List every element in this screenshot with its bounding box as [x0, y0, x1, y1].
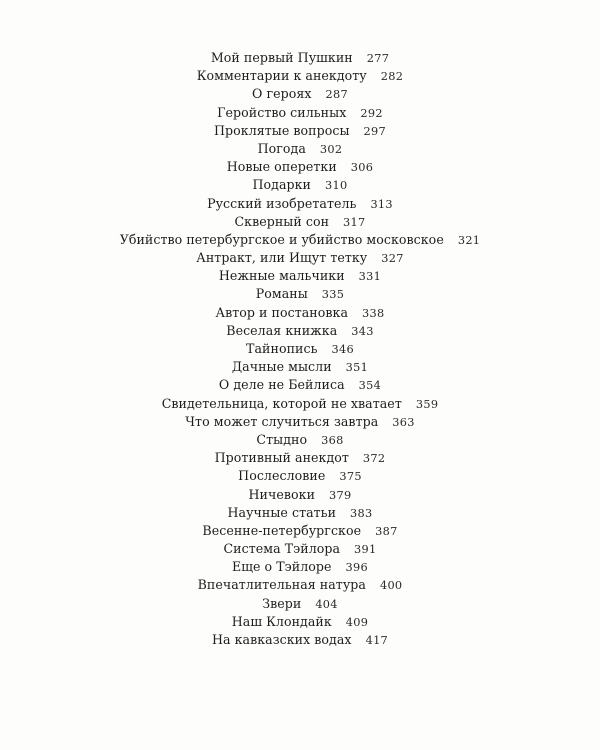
- toc-entry: [0, 249, 600, 267]
- toc-entry: [0, 195, 600, 213]
- toc-entry-page-number: 331: [358, 270, 382, 284]
- toc-entry: [0, 104, 600, 122]
- toc-entry-title: Противный анекдот: [214, 450, 349, 466]
- toc-entry-page-number: 383: [350, 506, 373, 520]
- toc-entry-page-number: 404: [315, 597, 338, 611]
- toc-entry-title: Послесловие: [238, 468, 326, 484]
- toc-entry: [0, 613, 600, 631]
- toc-entry-page-number: 335: [321, 288, 345, 302]
- toc-entry-page-number: 317: [343, 215, 366, 229]
- toc-entry-title: Звери: [262, 595, 302, 611]
- toc-entry: [0, 431, 600, 449]
- toc-entry-page-number: 368: [321, 433, 344, 447]
- toc-entry: [0, 49, 600, 67]
- toc-entry-title: Автор и постановка: [215, 304, 349, 320]
- toc-entry-page-number: 297: [363, 124, 386, 138]
- toc-entry-title: О героях: [252, 86, 312, 102]
- toc-entry: [0, 340, 600, 358]
- toc-entry-title: Наш Клондайк: [231, 613, 332, 629]
- toc-entry-page-number: 313: [370, 197, 393, 211]
- toc-entry-page-number: 409: [345, 615, 369, 629]
- toc-entry-title: О деле не Бейлиса: [218, 377, 345, 393]
- toc-entry-title: Русский изобретатель: [207, 195, 357, 211]
- toc-entry: [0, 67, 600, 85]
- toc-entry-title: Нежные мальчики: [218, 268, 345, 284]
- toc-entry: [0, 595, 600, 613]
- toc-entry-title: Новые оперетки: [226, 159, 337, 175]
- toc-entry-title: На кавказских водах: [211, 632, 352, 647]
- toc-entry-title: Ничевоки: [248, 486, 316, 502]
- toc-entry-page-number: 379: [329, 488, 352, 502]
- toc-entry-page-number: 417: [365, 634, 389, 647]
- toc-entry-title: Антракт, или Ищут тетку: [196, 250, 368, 266]
- toc-entry-page-number: 396: [345, 561, 368, 575]
- toc-entry-page-number: 287: [325, 88, 348, 102]
- toc-entry-page-number: 306: [350, 161, 374, 175]
- toc-entry: [0, 449, 600, 467]
- toc-entry-title: Убийство петербургское и убийство московское: [119, 231, 444, 247]
- toc-entry-title: Дачные мысли: [231, 359, 332, 375]
- toc-entry-page-number: 387: [375, 524, 398, 538]
- toc-entry-page-number: 302: [319, 142, 343, 156]
- toc-entry-title: Погода: [257, 140, 306, 156]
- toc-entry: [0, 322, 600, 340]
- toc-entry-page-number: 346: [331, 343, 354, 356]
- toc-entry-title: Комментарии к анекдоту: [196, 68, 367, 84]
- toc-entry-page-number: 277: [366, 52, 390, 65]
- toc-entry-title: Проклятые вопросы: [214, 122, 350, 138]
- toc-entry: [0, 558, 600, 576]
- toc-entry: [0, 122, 600, 140]
- table-of-contents: [0, 49, 600, 649]
- toc-entry: [0, 85, 600, 103]
- toc-entry-title: Научные статьи: [227, 504, 337, 520]
- toc-entry-page-number: 391: [354, 543, 377, 557]
- toc-entry-page-number: 310: [325, 179, 348, 193]
- toc-entry: [0, 631, 600, 649]
- toc-entry-page-number: 354: [358, 379, 382, 393]
- toc-entry-title: Еще о Тэйлоре: [231, 559, 332, 575]
- toc-entry: [0, 504, 600, 522]
- toc-entry-title: Свидетельница, которой не хватает: [161, 395, 402, 411]
- toc-entry: [0, 522, 600, 540]
- toc-entry: [0, 304, 600, 322]
- toc-entry-page-number: 321: [457, 233, 481, 247]
- toc-entry-page-number: 363: [392, 415, 415, 429]
- toc-entry: [0, 486, 600, 504]
- toc-entry-title: Впечатлительная натура: [197, 577, 366, 593]
- toc-entry-title: Скверный сон: [234, 213, 330, 229]
- toc-entry-title: Романы: [255, 286, 308, 302]
- toc-entry-title: Система Тэйлора: [223, 541, 341, 557]
- toc-entry-page-number: 372: [362, 452, 386, 466]
- toc-entry: [0, 285, 600, 303]
- toc-entry-page-number: 359: [415, 397, 439, 411]
- toc-entry: [0, 231, 600, 249]
- toc-entry-page-number: 282: [380, 70, 404, 84]
- toc-entry: [0, 376, 600, 394]
- toc-entry-title: Мой первый Пушкин: [210, 50, 353, 65]
- toc-entry: [0, 540, 600, 558]
- toc-entry-page-number: 351: [345, 361, 369, 375]
- toc-entry-title: Что может случиться завтра: [185, 413, 379, 429]
- toc-entry: [0, 267, 600, 285]
- toc-entry-page-number: 338: [362, 306, 385, 320]
- toc-entry-title: Весенне-петербургское: [202, 522, 362, 538]
- toc-entry: [0, 395, 600, 413]
- toc-entry: [0, 176, 600, 194]
- toc-entry: [0, 358, 600, 376]
- toc-entry-page-number: 343: [351, 324, 374, 338]
- toc-entry-page-number: 292: [360, 106, 383, 120]
- toc-entry: [0, 213, 600, 231]
- toc-entry: [0, 158, 600, 176]
- toc-entry-title: Геройство сильных: [217, 104, 347, 120]
- toc-entry-title: Стыдно: [256, 431, 308, 447]
- toc-entry-title: Веселая книжка: [226, 322, 338, 338]
- toc-entry: [0, 467, 600, 485]
- toc-entry-title: Тайнопись: [246, 341, 318, 356]
- toc-entry: [0, 413, 600, 431]
- toc-entry-page-number: 400: [379, 579, 403, 593]
- toc-entry-page-number: 375: [339, 470, 362, 484]
- toc-entry-title: Подарки: [252, 177, 312, 193]
- toc-entry: [0, 140, 600, 158]
- toc-entry: [0, 576, 600, 594]
- toc-entry-page-number: 327: [381, 252, 404, 266]
